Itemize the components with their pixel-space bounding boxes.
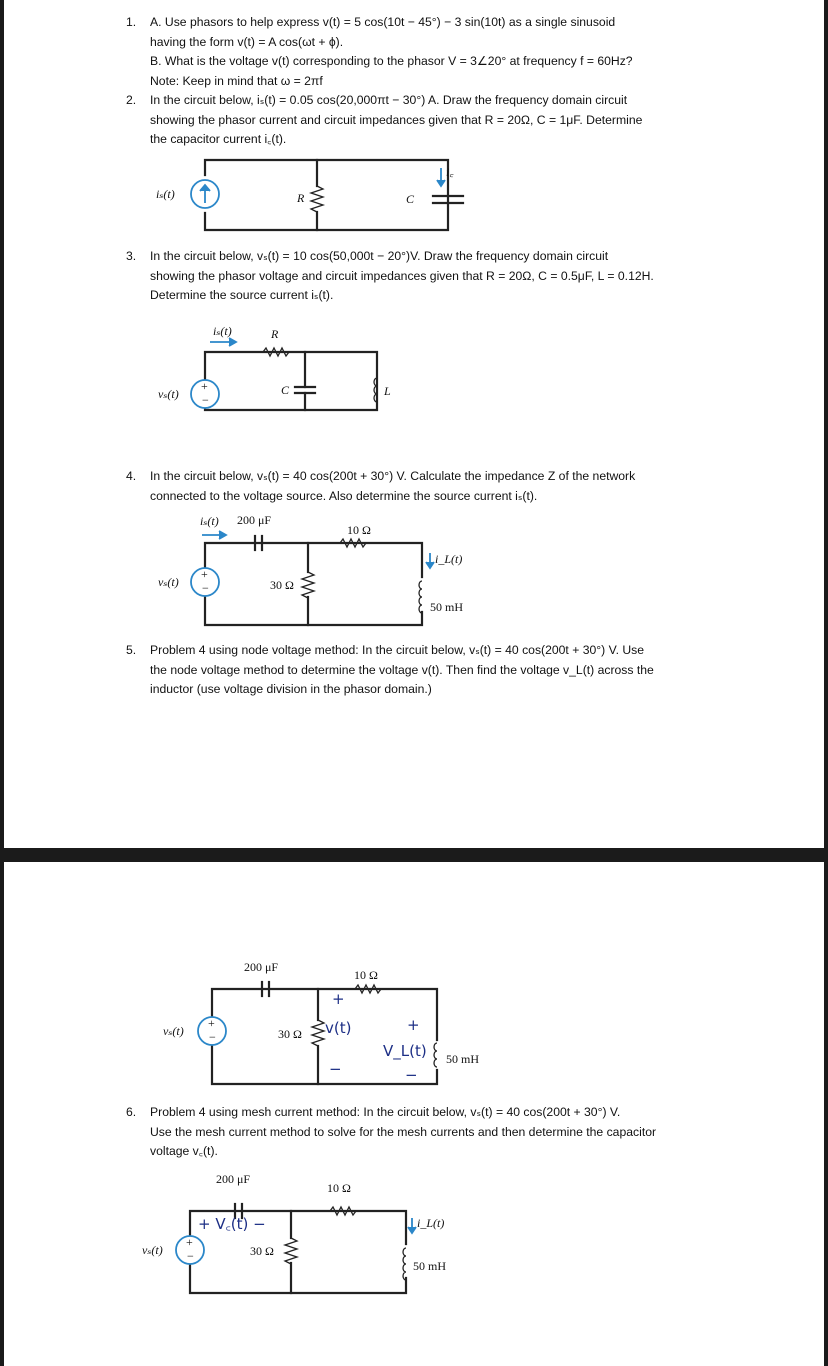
capacitor-label: C [281, 383, 290, 397]
problem-number: 6. [126, 1105, 137, 1119]
problem-line: Note: Keep in mind that ω = 2πf [150, 73, 323, 88]
source-label: vₛ(t) [158, 575, 179, 589]
minus-sign: − [187, 1249, 194, 1263]
minus-sign: − [202, 393, 209, 407]
right-arrow-icon [210, 338, 236, 346]
resistor-label: R [297, 191, 305, 205]
circuit-6 [142, 1172, 446, 1293]
current-label: i꜀ [446, 165, 454, 179]
r-shunt-label: 30 Ω [270, 578, 294, 592]
r-series-label: 10 Ω [327, 1181, 351, 1195]
resistor-label: R [271, 327, 279, 341]
down-arrow-icon [426, 553, 434, 568]
problem-line: the capacitor current i꜀(t). [150, 132, 287, 146]
capacitor-label: 200 μF [237, 513, 272, 527]
plus-sign: + [332, 990, 345, 1008]
problem-line: showing the phasor voltage and circuit impedances given that R = 20Ω, C = 0.5μF, L = 0.12H. [150, 268, 654, 283]
problem-number: 4. [126, 469, 137, 483]
inductor-current-label: i_L(t) [435, 552, 463, 566]
current-label: iₛ(t) [213, 324, 232, 338]
inductor-current-label: i_L(t) [417, 1216, 445, 1230]
current-label: iₛ(t) [200, 514, 219, 528]
source-label: vₛ(t) [142, 1243, 163, 1257]
problem-number: 2. [126, 93, 137, 107]
r-series-label: 10 Ω [354, 968, 378, 982]
r-shunt-label: 30 Ω [278, 1027, 302, 1041]
plus-sign: + [201, 379, 208, 393]
problem-line: connected to the voltage source. Also determine the source current iₛ(t). [150, 488, 538, 503]
problem-line: Determine the source current iₛ(t). [150, 288, 334, 302]
inductor-label: 50 mH [446, 1052, 479, 1066]
source-label: iₛ(t) [156, 187, 175, 201]
problem-line: Problem 4 using node voltage method: In the circuit below, vₛ(t) = 40 cos(200t + 30°) V. Use [150, 643, 645, 657]
problem-number: 5. [126, 643, 137, 657]
problem-number: 1. [126, 15, 137, 29]
minus-sign: − [202, 581, 209, 595]
inductor-label: 50 mH [430, 600, 463, 614]
down-arrow-icon [408, 1218, 416, 1233]
source-label: vₛ(t) [163, 1024, 184, 1038]
problem-line: In the circuit below, vₛ(t) = 40 cos(200t + 30°) V. Calculate the impedance Z of the network [150, 469, 636, 483]
right-arrow-icon [202, 531, 226, 539]
inductor-voltage-label: V_L(t) [383, 1042, 427, 1060]
minus-sign: − [329, 1060, 342, 1078]
plus-sign: + [407, 1016, 420, 1034]
problem-line: B. What is the voltage v(t) corresponding to the phasor V = 3∠20° at frequency f = 60Hz? [150, 54, 633, 68]
problem-line: Problem 4 using mesh current method: In the circuit below, vₛ(t) = 40 cos(200t + 30°) V. [150, 1105, 621, 1119]
circuit-4 [158, 513, 463, 625]
capacitor-label: C [406, 192, 415, 206]
circuit-5 [163, 960, 479, 1084]
inductor-label: L [384, 384, 391, 398]
problem-line: voltage v꜀(t). [150, 1144, 218, 1158]
plus-sign: + [201, 567, 208, 581]
plus-sign: + [208, 1016, 215, 1030]
problem-line: Use the mesh current method to solve for the mesh currents and then determine the capacitor [150, 1124, 657, 1139]
circuit-3 [158, 324, 391, 410]
problem-line: the node voltage method to determine the voltage v(t). Then find the voltage v_L(t) across the [150, 662, 654, 677]
problem-number: 3. [126, 249, 137, 263]
capacitor-voltage-label: + V꜀(t) − [198, 1215, 266, 1233]
plus-sign: + [186, 1235, 193, 1249]
node-voltage-label: v(t) [325, 1019, 352, 1037]
minus-sign: − [405, 1066, 418, 1084]
r-shunt-label: 30 Ω [250, 1244, 274, 1258]
capacitor-label: 200 μF [244, 960, 279, 974]
problem-line: A. Use phasors to help express v(t) = 5 cos(10t − 45°) − 3 sin(10t) as a single sinusoid [150, 15, 616, 29]
capacitor-label: 200 μF [216, 1172, 251, 1186]
problem-line: having the form v(t) = A cos(ωt + ϕ). [150, 34, 344, 49]
minus-sign: − [209, 1030, 216, 1044]
source-label: vₛ(t) [158, 387, 179, 401]
problem-line: showing the phasor current and circuit impedances given that R = 20Ω, C = 1μF. Determine [150, 112, 643, 127]
problem-line: inductor (use voltage division in the phasor domain.) [150, 682, 432, 696]
down-arrow-icon [437, 168, 445, 186]
problem-line: In the circuit below, vₛ(t) = 10 cos(50,000t − 20°)V. Draw the frequency domain circuit [150, 249, 609, 263]
circuit-2 [156, 160, 463, 230]
inductor-label: 50 mH [413, 1259, 446, 1273]
problem-line: In the circuit below, iₛ(t) = 0.05 cos(20,000πt − 30°) A. Draw the frequency domain circuit [150, 93, 628, 107]
r-series-label: 10 Ω [347, 523, 371, 537]
